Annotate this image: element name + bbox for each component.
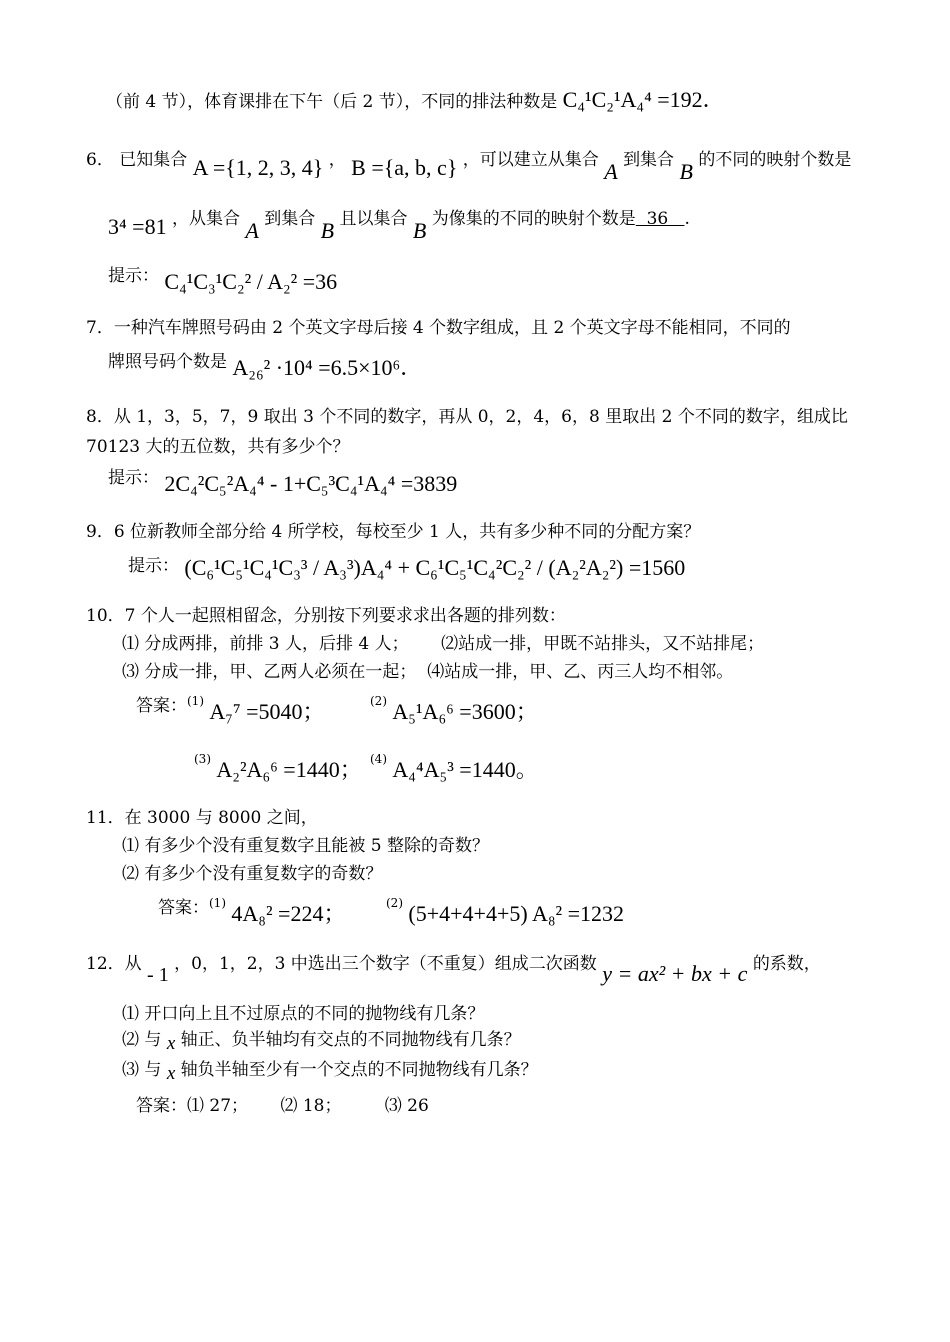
text: 且以集合 [339,209,408,229]
formula: A ={1, 2, 3, 4} [192,155,324,180]
formula: - 1 [147,964,169,986]
text: ⑴ 分成两排，前排 3 人，后排 4 人； ⑵站成一排，甲既不站排头，又不站排尾； [122,634,765,654]
formula: A₅¹A₆⁶ =3600； [392,699,538,724]
question-10-answer [194,750,362,782]
question-6 [86,146,852,184]
text: ⑴ 开口向上且不过原点的不同的抛物线有几条？ [122,1004,485,1024]
formula: B ={a, b, c} [351,155,458,180]
text: 70123 大的五位数，共有多少个？ [86,437,350,457]
text: 11．在 3000 与 8000 之间， [86,808,318,828]
formula: (C₆¹C₅¹C₄¹C₃³ / A₃³)A₄⁴ + C₆¹C₅¹C₄²C₂² / (A₂²A₂²) =1560 [184,555,686,580]
text: ⑶ 分成一排，甲、乙两人必须在一起； ⑷站成一排，甲、乙、丙三人均不相邻。 [122,662,734,682]
text: 牌照号码个数是 [108,352,227,372]
question-10-part [122,632,764,656]
answer-label: 答案： [158,898,209,918]
question-10-answer [370,750,538,782]
text: ⑶ 与 [122,1060,162,1080]
text: ， [328,150,346,170]
question-8-cont [86,435,349,459]
question-number: 12．从 [86,954,142,974]
question-8 [86,405,848,429]
formula: A₇⁷ =5040； [209,699,325,724]
text: 轴正、负半轴均有交点的不同抛物线有几条？ [180,1030,521,1050]
hint-label: 提示： [108,266,159,286]
formula: B [412,218,427,243]
formula: x [166,1033,176,1054]
text: ⑴ 有多少个没有重复数字且能被 5 整除的奇数？ [122,836,490,856]
question-12-part [122,1028,521,1052]
formula: A₄⁴A₅³ =1440。 [392,757,538,782]
text: 8．从 1，3，5，7，9 取出 3 个不同的数字，再从 0，2，4，6，8 里取出 2 个不同的数字，组成比 [86,407,848,427]
text: ，可以建立从集合 [462,150,599,170]
text: 的不同的映射个数是 [698,150,852,170]
formula: A₂²A₆⁶ =1440； [216,757,362,782]
text: ，0，1，2，3 中选出三个数字（不重复）组成二次函数 [174,954,597,974]
question-12-part [122,1002,484,1026]
text: 的系数， [752,954,821,974]
text: 7．一种汽车牌照号码由 2 个英文字母后接 4 个数字组成，且 2 个英文字母不能相同，不同的 [86,318,791,338]
question-7 [86,316,791,340]
answer-tag: (3) [194,752,211,766]
formula: x [166,1063,176,1084]
hint-label: 提示： [108,468,159,488]
question-11-answer [386,894,625,926]
question-number: 6． [86,150,114,170]
text: 轴负半轴至少有一个交点的不同抛物线有几条？ [180,1060,538,1080]
question-6-cont [108,205,690,243]
formula: (5+4+4+4+5) A₈² =1232 [408,901,625,926]
answer-tag: (2) [370,694,387,708]
text: （前 4 节），体育课排在下午（后 2 节），不同的排法种数是 [106,92,558,112]
formula: A₂₆² ·10⁴ =6.5×10⁶． [232,355,423,380]
text: ⑵ 与 [122,1030,162,1050]
answer-text: 答案：⑴ 27； ⑵ 18； ⑶ 26 [136,1096,429,1116]
question-11 [86,806,318,830]
text-line [106,88,725,114]
text: 到集合 [264,209,316,229]
formula: B [679,159,693,184]
formula: C₄¹C₃¹C₂² / A₂² =36 [164,269,338,294]
question-10-part [122,660,733,684]
text: ⑵ 有多少个没有重复数字的奇数？ [122,864,383,884]
question-11-part [122,862,382,886]
question-10-answer [370,692,538,724]
question-12 [86,950,821,986]
answer-tag: (1) [187,694,204,708]
formula: 2C₄²C₅²A₄⁴ - 1+C₅³C₄¹A₄⁴ =3839 [164,471,458,496]
question-11-answer [158,894,346,926]
question-12-answer [136,1094,429,1118]
text: 为像集的不同的映射个数是 [431,209,636,229]
question-8-hint [108,464,458,496]
question-9 [86,520,700,544]
question-6-hint [108,262,338,294]
text: 已知集合 [119,150,188,170]
formula: 4A₈² =224； [231,901,346,926]
text: 10．7 个人一起照相留念，分别按下列要求求出各题的排列数： [86,606,566,626]
question-10-answer [136,692,325,724]
formula: C₄¹C₂¹A₄⁴ =192． [562,87,725,112]
text: 到集合 [623,150,675,170]
question-9-hint [128,552,685,578]
formula: y = ax² + bx + c [602,961,748,986]
text: . [684,209,690,229]
answer-label: 答案： [136,696,187,716]
formula: 3⁴ =81 [108,214,167,239]
formula: B [320,218,335,243]
hint-label: 提示： [128,556,179,576]
text: ，从集合 [171,209,240,229]
question-12-part [122,1058,538,1082]
question-11-part [122,834,489,858]
text: 9．6 位新教师全部分给 4 所学校，每校至少 1 人，共有多少种不同的分配方案？ [86,522,701,542]
formula: A [604,159,618,184]
answer-tag: (2) [386,896,403,910]
answer-tag: (1) [209,896,226,910]
question-10 [86,604,566,628]
answer-tag: (4) [370,752,387,766]
formula: A [245,218,259,243]
question-7-cont [108,348,423,380]
answer-blank: 36 [635,209,685,229]
